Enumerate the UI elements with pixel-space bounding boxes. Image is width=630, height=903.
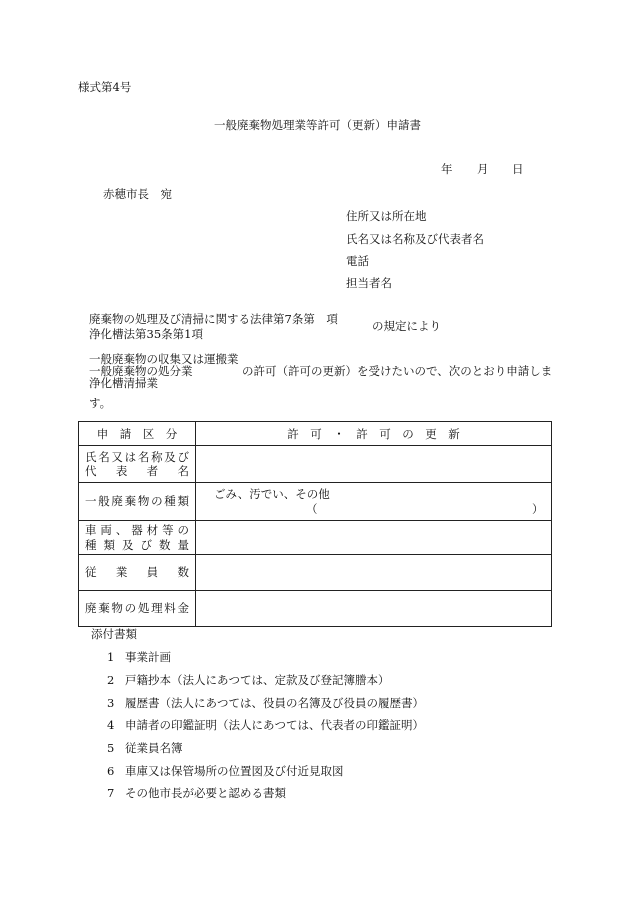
- attachment-number: 7: [107, 786, 115, 800]
- table-row-applicant: [79, 446, 552, 483]
- addressee: 赤穂市長 宛: [103, 187, 172, 201]
- row-label-line: 車両、器材等の: [85, 523, 189, 538]
- application-table: [78, 421, 552, 627]
- law-reference-septic: 浄化槽法第35条第1項: [89, 327, 203, 341]
- attachment-item: [107, 720, 424, 732]
- form-number: 様式第4号: [78, 80, 132, 94]
- row-label-line: 従 業 員 数: [85, 565, 189, 580]
- waste-type-input[interactable]: [196, 483, 552, 521]
- row-label-line: 種類及び数量: [85, 537, 189, 552]
- attachment-text: 事業計画: [125, 650, 171, 664]
- date-month: 月: [477, 162, 489, 176]
- attachment-text: 従業員名簿: [125, 741, 183, 755]
- vehicles-input[interactable]: [196, 521, 552, 555]
- row-label-line: 氏名又は名称及び: [85, 449, 189, 464]
- row-label-line: 一般廃棄物の種類: [85, 494, 189, 509]
- date-day: 日: [512, 162, 524, 176]
- attachment-text: 車庫又は保管場所の位置図及び付近見取図: [125, 764, 344, 778]
- applicant-name-label: 氏名又は名称及び代表者名: [346, 232, 484, 246]
- table-header-row: [79, 422, 552, 446]
- page-title: 一般廃棄物処理業等許可（更新）申請書: [214, 118, 421, 132]
- row-label-line: 廃棄物の処理料金: [85, 601, 189, 616]
- row-label-cell: [79, 483, 196, 521]
- attachment-number: 5: [107, 741, 115, 755]
- body-text: の許可（許可の更新）を受けたいので、次のとおり申請しま: [242, 364, 553, 378]
- waste-type-value: ごみ、汚でい、その他: [214, 487, 330, 501]
- applicant-address-label: 住所又は所在地: [346, 209, 427, 223]
- paren-close: ）: [532, 502, 544, 516]
- attachment-item: [107, 766, 344, 778]
- attachment-number: 3: [107, 696, 115, 710]
- row-label-cell: [79, 555, 196, 591]
- header-permit-type: 許 可 ・ 許 可 の 更 新: [287, 426, 460, 441]
- header-category-cell: [79, 422, 196, 446]
- date-year: 年: [441, 162, 453, 176]
- law-reference-waste: 廃棄物の処理及び清掃に関する法律第7条第 項: [89, 312, 338, 326]
- attachment-item: [107, 652, 171, 664]
- row-label-cell: [79, 591, 196, 627]
- attachment-text: 申請者の印鑑証明（法人にあつては、代表者の印鑑証明）: [125, 718, 424, 732]
- attachments-title: 添付書類: [91, 627, 137, 641]
- attachment-text: 戸籍抄本（法人にあつては、定款及び登記簿謄本）: [125, 673, 390, 687]
- attachment-number: 1: [107, 650, 115, 664]
- business-type-collection: 一般廃棄物の収集又は運搬業: [89, 352, 239, 366]
- row-label-cell: [79, 446, 196, 483]
- contact-person-label: 担当者名: [346, 276, 392, 290]
- row-label-cell: [79, 521, 196, 555]
- attachment-item: [107, 698, 424, 710]
- attachment-number: 4: [107, 718, 115, 732]
- applicant-phone-label: 電話: [346, 254, 369, 268]
- employees-input[interactable]: [196, 555, 552, 591]
- row-label-line: 代 表 者 名: [85, 464, 189, 478]
- attachment-number: 6: [107, 764, 115, 778]
- attachment-number: 2: [107, 673, 115, 687]
- paren-open: （: [306, 502, 318, 516]
- header-permit-cell: [196, 422, 552, 446]
- table-row-vehicles: [79, 521, 552, 555]
- table-row-fees: [79, 591, 552, 627]
- fees-input[interactable]: [196, 591, 552, 627]
- attachment-item: [107, 788, 286, 800]
- table-row-waste-type: [79, 483, 552, 521]
- law-suffix: の規定により: [372, 319, 441, 333]
- attachment-item: [107, 743, 183, 755]
- header-category: 申 請 区 分: [96, 426, 178, 441]
- body-text-end: す。: [89, 396, 112, 410]
- attachment-text: 履歴書（法人にあつては、役員の名簿及び役員の履歴書）: [125, 696, 424, 710]
- business-type-disposal: 一般廃棄物の処分業: [89, 364, 193, 378]
- business-type-septic: 浄化槽清掃業: [89, 376, 158, 390]
- applicant-name-input[interactable]: [196, 446, 552, 483]
- table-row-employees: [79, 555, 552, 591]
- attachment-text: その他市長が必要と認める書類: [125, 786, 286, 800]
- attachment-item: [107, 675, 390, 687]
